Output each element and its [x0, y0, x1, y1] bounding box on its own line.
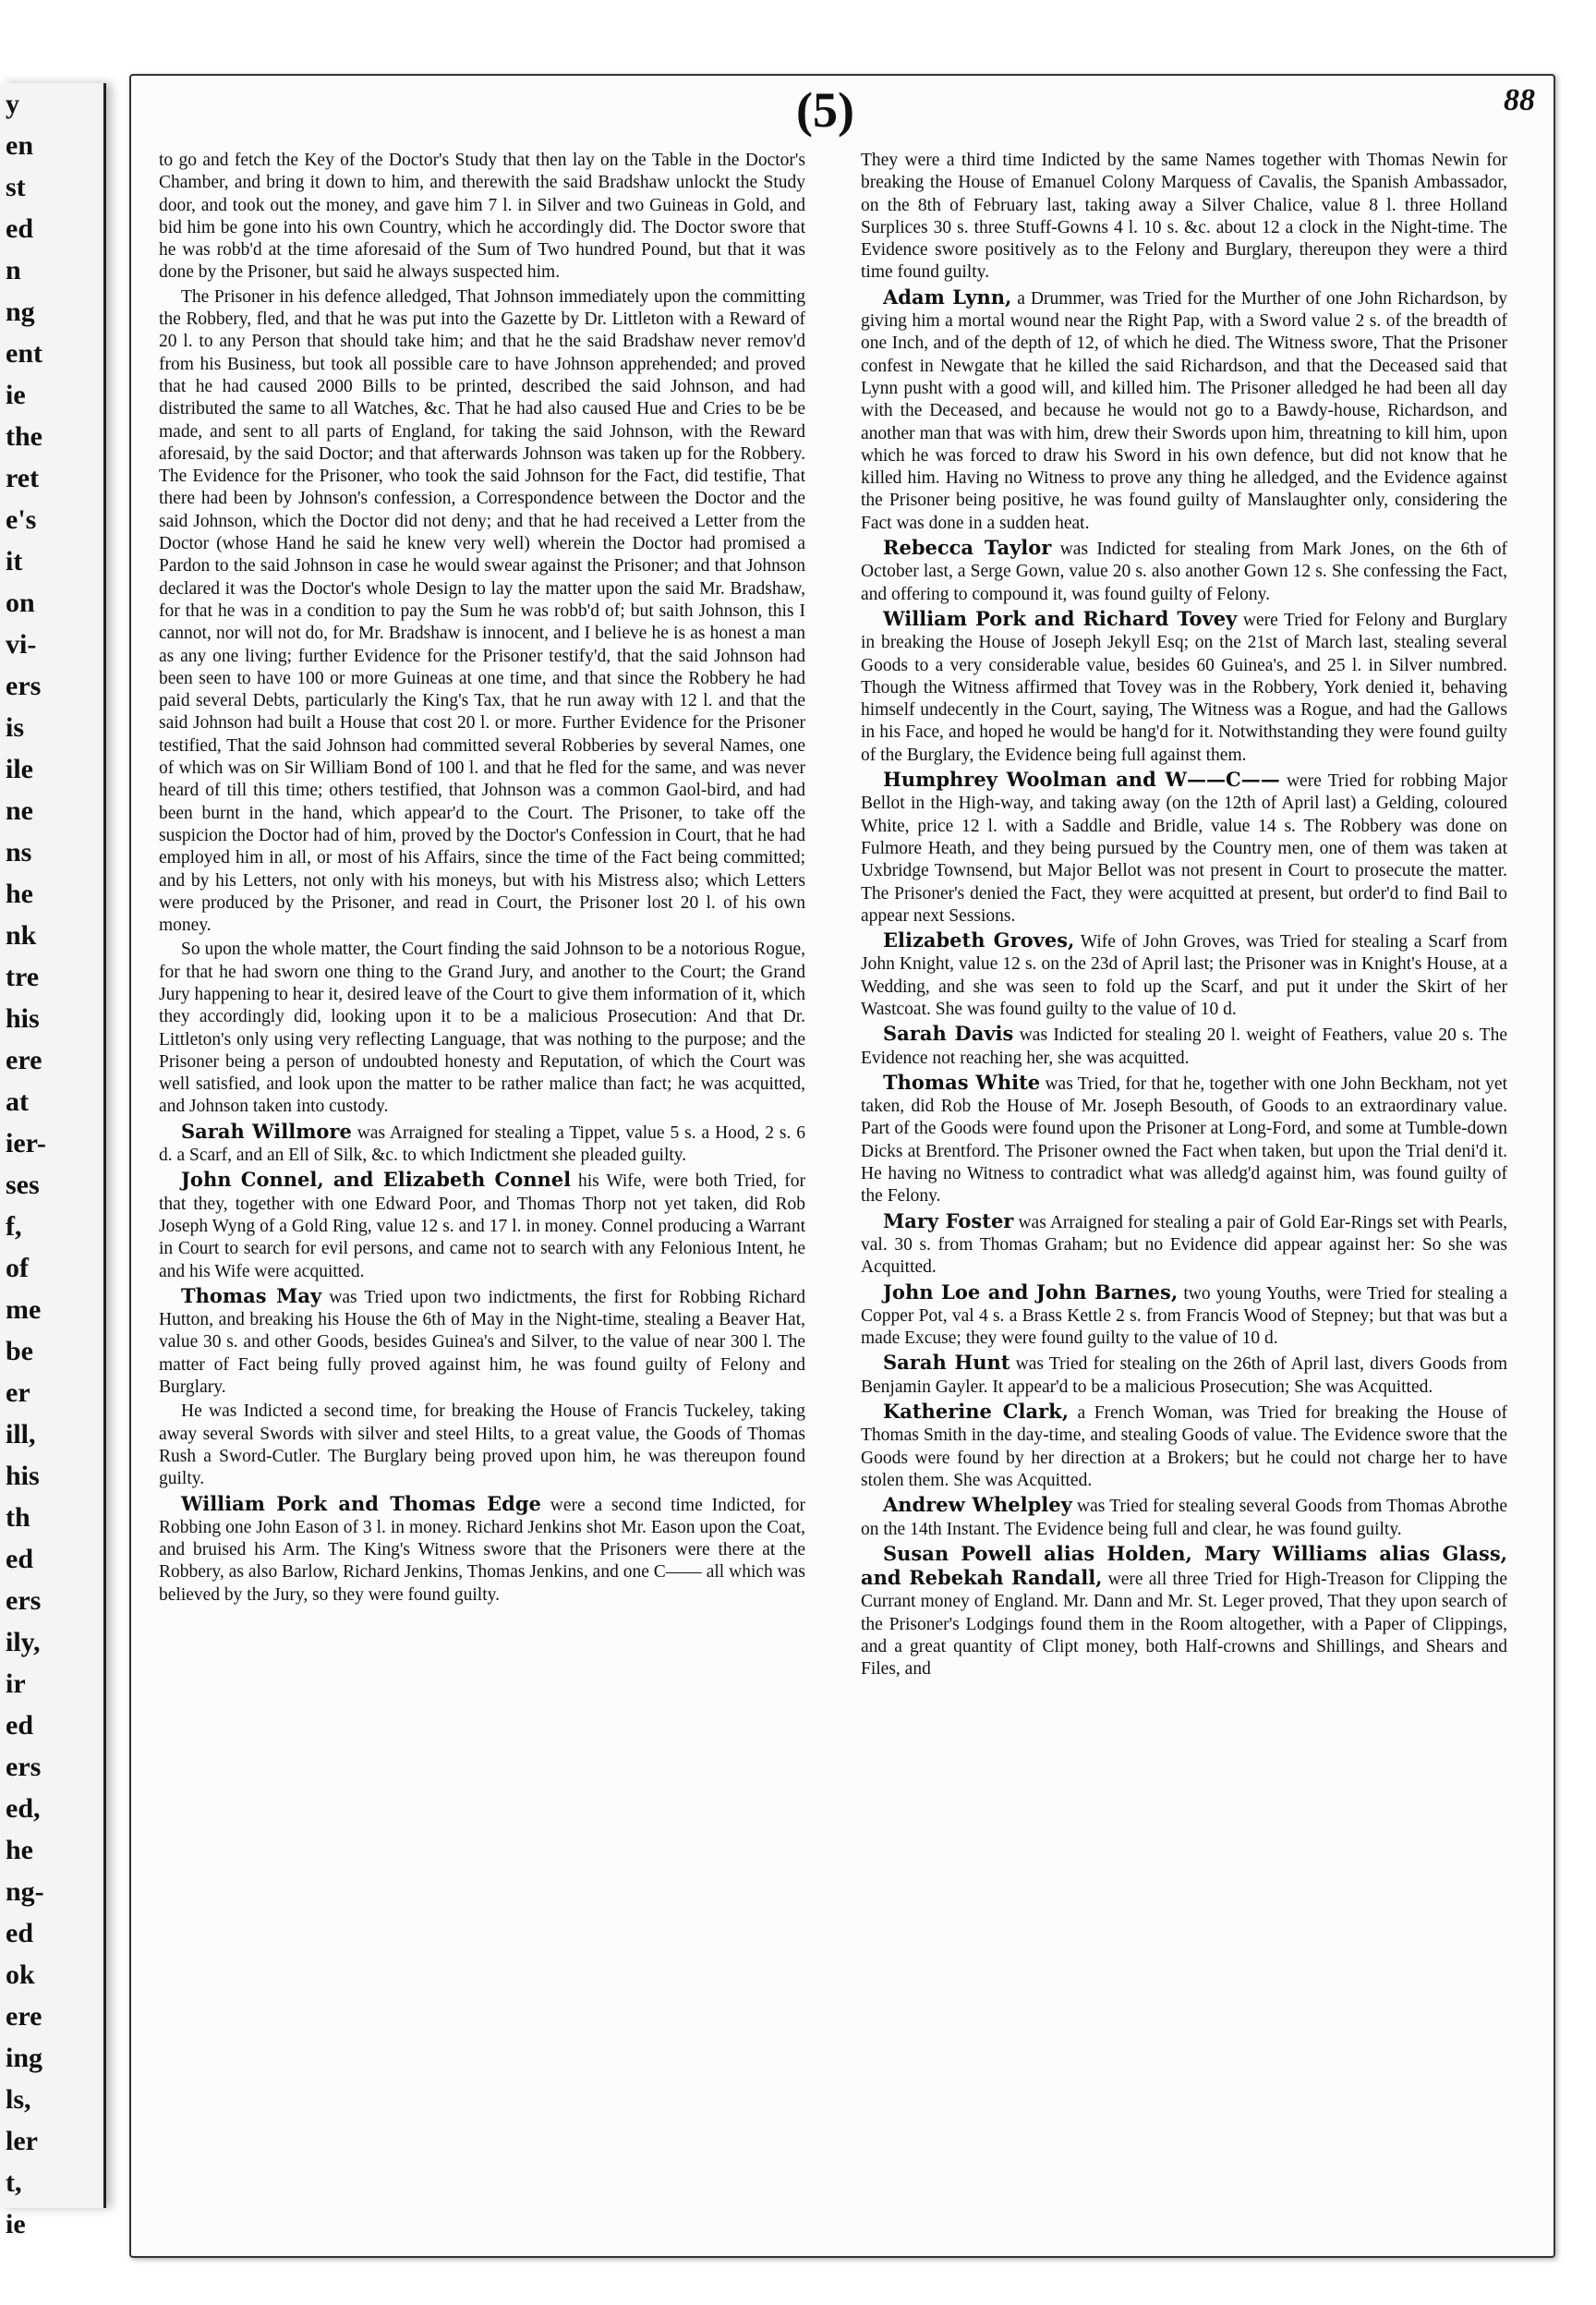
entry-name: Thomas White: [883, 1070, 1041, 1094]
entry-name: Sarah Davis: [883, 1022, 1014, 1046]
entry-name: Katherine Clark,: [883, 1400, 1070, 1424]
entry-text: two young Youths, were Tried for stealing a Copper Pot, val 4 s. a Brass Kettle 2 s. from Francis Wood of Stepney; but that was but a made Excuse; they were found guilty to the value of 10 d.: [861, 1283, 1507, 1349]
adjacent-page-fragment: nk: [6, 920, 37, 951]
left-column: [159, 150, 805, 2238]
page-number: (5): [796, 82, 854, 138]
adjacent-page-fragment: ere: [6, 2001, 42, 2032]
adjacent-page-fragment: ers: [6, 671, 42, 701]
entry-text: a French Woman, was Tried for breaking the House of Thomas Smith in the day-time, and stealing Goods of value. The Evidence swore that the Goods were found by her direction at a Brokers; but he could not charge her to have stolen them. She was Acquitted.: [861, 1403, 1507, 1490]
entry-text: was Arraigned for stealing a Tippet, value 5 s. a Hood, 2 s. 6 d. a Scarf, and an Ell of Silk, &c. to which Indictment she pleaded guilty.: [159, 1122, 805, 1166]
entry-name: Mary Foster: [883, 1208, 1014, 1232]
entry-name: John Connel, and Elizabeth Connel: [181, 1168, 572, 1192]
adjacent-page-fragment: the: [6, 421, 42, 452]
adjacent-page-fragment: ie: [6, 380, 26, 410]
adjacent-page-fragment: ed: [6, 1918, 33, 1948]
adjacent-page-fragment: be: [6, 1336, 33, 1366]
entry-name: Andrew Whelpley: [883, 1493, 1072, 1517]
adjacent-page-fragment: y: [6, 89, 19, 119]
document-page: [129, 74, 1555, 2258]
adjacent-page-fragment: ed: [6, 213, 33, 244]
entry: [159, 1169, 805, 1282]
entry: [861, 537, 1507, 606]
adjacent-page-fragment: his: [6, 1461, 40, 1491]
entry: [159, 1121, 805, 1168]
adjacent-page-fragment: at: [6, 1086, 29, 1117]
adjacent-page-fragment: ed: [6, 1710, 33, 1741]
adjacent-page-fragment: e's: [6, 504, 37, 535]
adjacent-page-edge: [0, 83, 106, 2239]
adjacent-page-fragment: he: [6, 1835, 33, 1865]
entry: [861, 608, 1507, 767]
adjacent-page-fragment: ng: [6, 297, 35, 327]
paragraph: They were a third time Indicted by the same Names together with Thomas Newin for breaking the House of Emanuel Colony Marquess of Cavalis, the Spanish Ambassador, on the 8th of February last, taking away a Silver Chalice, value 8 l. three Holland Surplices 30 s. three Stuff-Gowns 4 l. 10 s. &c. about 12 a clock in the Night-time. The Evidence swore positively as to the Felony and Burglary, thereupon they were a third time found guilty.: [861, 151, 1507, 283]
entry-name: Susan Powell alias Holden, Mary Williams alias Glass, and Rebekah Randall,: [861, 1541, 1507, 1590]
entry-name: Thomas May: [181, 1283, 322, 1307]
entry: [159, 1493, 805, 1607]
adjacent-page-fragment: th: [6, 1502, 30, 1533]
entry: [861, 1494, 1507, 1541]
adjacent-page-fragment: me: [6, 1294, 42, 1325]
adjacent-page-fragment: ere: [6, 1045, 42, 1075]
entry-name: Rebecca Taylor: [883, 536, 1052, 560]
adjacent-page-fragment: of: [6, 1253, 29, 1283]
adjacent-page-fragment: vi-: [6, 629, 37, 660]
adjacent-page-fragment: ie: [6, 2209, 26, 2239]
entry-text: was Indicted for stealing 20 l. weight of Feathers, value 20 s. The Evidence not reaching her, she was acquitted.: [861, 1025, 1507, 1068]
adjacent-page-fragment: st: [6, 172, 26, 202]
entry-name: Elizabeth Groves,: [883, 928, 1075, 952]
adjacent-page-fragment: on: [6, 588, 35, 618]
adjacent-page-fragment: is: [6, 712, 25, 743]
adjacent-page-fragment: it: [6, 546, 23, 576]
adjacent-page-fragment: tre: [6, 962, 40, 992]
entry: [861, 1281, 1507, 1351]
adjacent-page-fragments: [0, 83, 103, 2245]
paragraph: He was Indicted a second time, for breaking the House of Francis Tuckeley, taking away several Swords with silver and steel Hilts, to a great value, the Goods of Thomas Rush a Sword-Cutler. The Burglary being proved upon him, he was thereupon found guilty.: [159, 1401, 805, 1489]
entry: [861, 1210, 1507, 1280]
entry-text: was Tried for stealing on the 26th of April last, divers Goods from Benjamin Gayler. It appear'd to be a malicious Prosecution; She was Acquitted.: [861, 1354, 1507, 1397]
entry-text: was Arraigned for stealing a pair of Gold Ear-Rings set with Pearls, val. 30 s. from Thomas Graham; but no Evidence did appear against her: So she was Acquitted.: [861, 1212, 1507, 1278]
adjacent-page-fragment: ed,: [6, 1793, 41, 1824]
entry-text: his Wife, were both Tried, for that they, together with one Edward Poor, and Thomas Thorp not yet taken, did Rob Joseph Wyng of a Gold Ring, value 12 s. and 17 l. in money. Connel producing a Warrant in Court to search for evil persons, and came not to search with any Felonious Intent, he and his Wife were acquitted.: [159, 1171, 805, 1281]
adjacent-page-fragment: he: [6, 879, 33, 909]
entry: [861, 929, 1507, 1021]
entry-text: were Tried for Felony and Burglary in breaking the House of Joseph Jekyll Esq; on the 21st of March last, stealing several Goods to a very considerable value, besides 60 Guinea's, and 25 l. in Silver numbred. Though the Witness affirmed that Tovey was in the Robbery, York denied it, behaving himself undecently in the Court, saying, The Witness was a Rogue, and had the Gallows in his Face, and hoped he would be hang'd for it. Notwithstanding they were found guilty of the Burglary, the Evidence being full against them.: [861, 610, 1507, 765]
adjacent-page-fragment: ed: [6, 1544, 33, 1574]
entry: [861, 1352, 1507, 1399]
entry-name: John Loe and John Barnes,: [883, 1280, 1179, 1304]
adjacent-page-fragment: ses: [6, 1170, 40, 1200]
adjacent-page-fragment: n: [6, 255, 21, 285]
right-column: [861, 150, 1507, 2238]
paragraph: The Prisoner in his defence alledged, That Johnson immediately upon the committing the Robbery, fled, and that he was put into the Gazette by Dr. Littleton with a Reward of 20 l. to any Person that should take him; and that he the said Bradshaw never remov'd from his Business, but took all possible care to have Johnson apprehended; and proved that he had caused 2000 Bills to be printed, described the said Johnson, and had distributed the same to all Watches, &c. That he had also caused Hue and Cries to be be made, and sent to all parts of England, for taking the said Johnson, with the Reward aforesaid, by the said Doctor; and that afterwards Johnson was taken up for the Robbery. The Evidence for the Prisoner, who took the said Johnson for the Fact, did testifie, That there had been by Johnson's confession, a Correspondence between the Doctor and the said Johnson, which the Doctor did not deny; and that he had received a Letter from the Doctor (whose Hand he said he knew very well) wherein the Doctor had promised a Pardon to the said Johnson in case he would swear against the Prisoner; and that Johnson declared it was the Doctor's whole Design to lay the matter upon the said Mr. Bradshaw, for that he was in a condition to pay the Sum he was robb'd of; but saith Johnson, this I cannot, nor will not do, for Mr. Bradshaw is innocent, and I believe he is as honest a man as any one living; further Evidence for the Prisoner testify'd, that the said Johnson had been seen to have 100 or more Guineas at one time, and that since the Robbery he had paid several Debts, particularly the King's Tax, that he run away with 12 l. and that the said Johnson had built a House that cost 20 l. or more. Further Evidence for the Prisoner testified, That the said Johnson had committed several Robberies by several Names, one of which was on Sir William Bond of 100 l. and that he fled for the same, and was never heard of till this time; others testified, that Johnson was a common Gaol-bird, and had been burnt in the hand, which appear'd to the Court. The Prisoner, to take off the suspicion the Doctor had of him, proved by the Doctor's Confession in Court, that he had employed him in all, or most of his Affairs, since the time of the Fact being committed; and by his Letters, not only with his moneys, but with his Mistress also; which Letters were produced by the Prisoner, and read in Court, the Prisoner lost 20 l. of his own money.: [159, 286, 805, 936]
adjacent-page-fragment: ing: [6, 2043, 43, 2073]
adjacent-page-fragment: his: [6, 1003, 40, 1034]
paragraph: So upon the whole matter, the Court finding the said Johnson to be a notorious Rogue, for that he had sworn one thing to the Grand Jury, and another to the Court; the Grand Jury happening to hear it, desired leave of the Court to give them information of it, which they accordingly did, looking upon it to be a malicious Prosecution: And that Dr. Littleton's only using very reflecting Language, that was nothing to the purpose; and the Prisoner being a person of undoubted honesty and Reputation, of which the Court was well satisfied, and look upon the matter to be rather malice than fact; he was acquitted, and Johnson taken into custody.: [159, 940, 805, 1117]
adjacent-page-fragment: ls,: [6, 2084, 31, 2115]
adjacent-page-fragment: ng-: [6, 1876, 44, 1907]
entry-name: William Pork and Thomas Edge: [181, 1491, 541, 1515]
adjacent-page-fragment: ir: [6, 1668, 26, 1699]
adjacent-page-fragment: ler: [6, 2126, 38, 2156]
entry: [159, 1285, 805, 1399]
entry-text: was Tried for stealing several Goods from Thomas Abrothe on the 14th Instant. The Evidence being full and clear, he was found guilty.: [861, 1497, 1507, 1539]
adjacent-page-fragment: en: [6, 130, 33, 161]
adjacent-page-fragment: ile: [6, 754, 33, 784]
entry-name: William Pork and Richard Tovey: [883, 606, 1238, 630]
adjacent-page-fragment: ily,: [6, 1627, 41, 1657]
adjacent-page-fragment: er: [6, 1377, 30, 1408]
adjacent-page-fragment: f,: [6, 1211, 22, 1242]
entry: [861, 1401, 1507, 1492]
entry-name: Humphrey Woolman and W——C——: [883, 768, 1280, 792]
adjacent-page-fragment: ns: [6, 837, 32, 867]
adjacent-page-fragment: ne: [6, 795, 33, 826]
adjacent-page-fragment: ers: [6, 1752, 42, 1782]
entry: [861, 1072, 1507, 1208]
entry-text: was Indicted for stealing from Mark Jones, on the 6th of October last, a Serge Gown, value 20 s. also another Gown 12 s. She confessing the Fact, and offering to compound it, was found guilty of Felony.: [861, 540, 1507, 604]
adjacent-page-fragment: ers: [6, 1585, 42, 1616]
entry: [861, 1023, 1507, 1070]
entry-text: was Tried upon two indictments, the first for Robbing Richard Hutton, and breaking his House the 6th of May in the Night-time, stealing a Beaver Hat, value 30 s. and other Goods, besides Guinea's and Silver, to the value of near 300 l. The matter of Fact being fully proved against him, he was found guilty of Felony and Burglary.: [159, 1287, 805, 1398]
adjacent-page-fragment: ill,: [6, 1419, 36, 1450]
entry-text: were all three Tried for High-Treason for Clipping the Currant money of England. Mr. Dann and Mr. St. Leger proved, That they upon search of the Prisoner's Lodgings found them in the Room altogether, with a Paper of Clippings, and a great quantity of Clipt money, both Half-crowns and Shillings, and Shears and Files, and: [861, 1570, 1507, 1680]
entry-name: Adam Lynn,: [883, 285, 1012, 309]
folio-number: 88: [1504, 83, 1535, 117]
entry-name: Sarah Willmore: [181, 1119, 352, 1143]
entry: [861, 769, 1507, 928]
entry-text: were a second time Indicted, for Robbing one John Eason of 3 l. in money. Richard Jenkins shot Mr. Eason upon the Coat, and bruised his Arm. The King's Witness swore that the Prisoners were there at the Robbery, as also Barlow, Richard Jenkins, Thomas Jenkins, and one C—— all which was believed by the Jury, so they were found guilty.: [159, 1495, 805, 1605]
entry-text: Wife of John Groves, was Tried for stealing a Scarf from John Knight, value 12 s. on the 23d of April last; the Prisoner was in Knight's House, at a Wedding, and she was seen to fold up the Scarf, and put it under the Skirt of her Wastcoat. She was found guilty to the value of 10 d.: [861, 932, 1507, 1019]
adjacent-page-fragment: t,: [6, 2167, 22, 2198]
adjacent-page-fragment: ier-: [6, 1128, 46, 1159]
adjacent-page-fragment: ret: [6, 463, 40, 493]
paragraph: to go and fetch the Key of the Doctor's Study that then lay on the Table in the Doctor's Chamber, and bring it down to him, and therewith the said Bradshaw unlockt the Study door, and took out the money, and gave him 7 l. in Silver and two Guineas in Gold, and bid him be gone into his own Country, which he accordingly did. The Doctor swore that he was robb'd at the time aforesaid of the Sum of Two hundred Pound, but that it was done by the Prisoner, but said he always suspected him.: [159, 151, 805, 283]
adjacent-page-fragment: ok: [6, 1959, 35, 1990]
entry-text: was Tried, for that he, together with one John Beckham, not yet taken, did Rob the House of Mr. Joseph Besouth, of Goods to an extraordinary value. Part of the Goods were found upon the Prisoner at Long-Ford, and some at Tumble-down Dicks at Brentford. The Prisoner owned the Fact when taken, but upon the Trial deni'd it. He having no Witness to contradict what was alledg'd against him, was found guilty of the Felony.: [861, 1074, 1507, 1207]
entry-name: Sarah Hunt: [883, 1351, 1010, 1375]
entry: [861, 1543, 1507, 1681]
entry-text: were Tried for robbing Major Bellot in the High-way, and taking away (on the 12th of April last) a Gelding, coloured White, price 12 l. with a Saddle and Bridle, value 14 s. The Robbery was done on Fulmore Heath, and they being pursued by the Country men, one of them was taken at Uxbridge Townsend, but Major Bellot was not present in Court to prosecute the matter. The Prisoner's denied the Fact, they were acquitted at present, but order'd to find Bail to appear next Sessions.: [861, 771, 1507, 926]
adjacent-page-fragment: ent: [6, 338, 42, 369]
entry-text: a Drummer, was Tried for the Murther of one John Richardson, by giving him a mortal wound near the Right Pap, with a Sword value 2 s. of the breadth of one Inch, and of the depth of 12, of which he died. The Witness swore, That the Prisoner confest in Newgate that he killed the said Richardson, and that the Deceased said that Lynn pusht with a good will, and killed him. The Prisoner alledged he had been all day with the Deceased, and because he would not go to a Bawdy-house, Richardson, and another man that was with him, drew their Swords upon him, threatning to kill him, upon which he was forced to draw his Sword in his own defence, but did not know that he killed him. Having no Witness to prove any thing he alledged, and the Evidence against the Prisoner being positive, he was found guilty of Manslaughter only, considering the Fact was done in a sudden heat.: [861, 288, 1507, 533]
entry: [861, 286, 1507, 535]
